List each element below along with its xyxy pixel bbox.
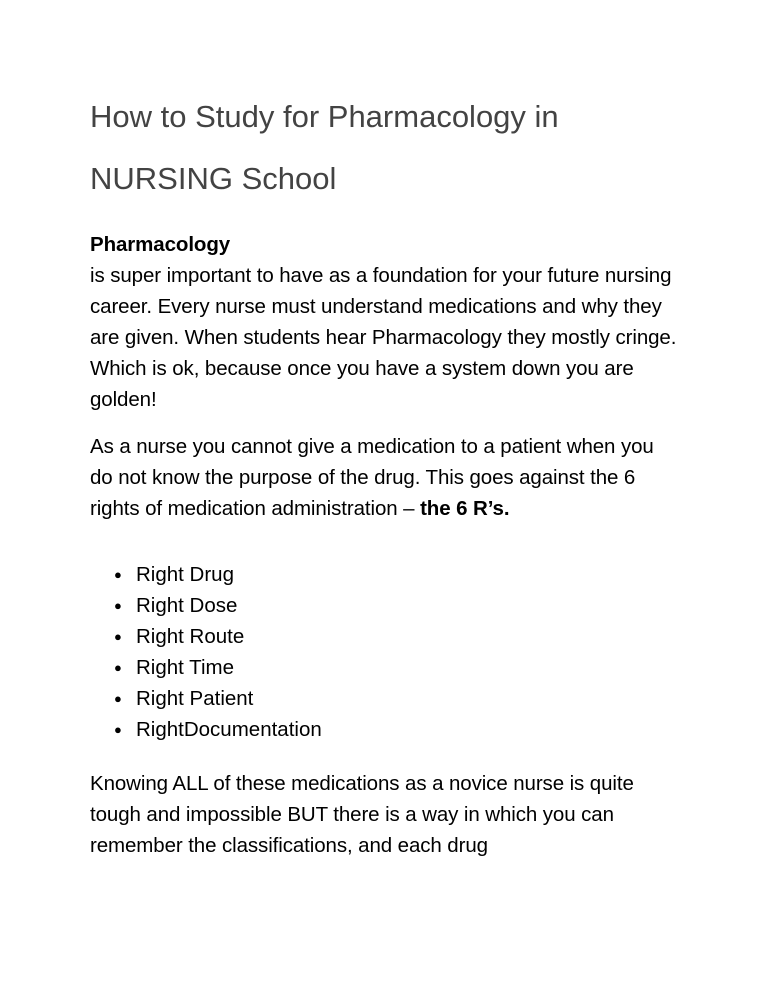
section-heading: Pharmacology (90, 233, 231, 256)
list-item (90, 621, 322, 652)
bullet-icon: ● (114, 629, 122, 644)
list-item (90, 559, 322, 590)
list-item (90, 590, 322, 621)
intro-paragraph (90, 229, 680, 415)
list-item (90, 652, 322, 683)
rights-paragraph-text: As a nurse you cannot give a medication to a patient when you do not know the purpose of the drug. This goes against the 6 rights of medication administration – (90, 435, 654, 520)
list-item-label: RightDocumentation (136, 718, 322, 741)
list-item (90, 683, 322, 714)
bullet-icon: ● (114, 598, 122, 613)
title-line-1: How to Study for Pharmacology in (90, 99, 559, 134)
bullet-icon: ● (114, 567, 122, 582)
list-item (90, 714, 322, 745)
list-item-label: Right Dose (136, 594, 238, 617)
page-title (90, 86, 690, 210)
list-item-label: Right Drug (136, 563, 234, 586)
bullet-icon: ● (114, 722, 122, 737)
intro-text: is super important to have as a foundation for your future nursing career. Every nurse must understand medications and why they are given. When students hear Pharmacology they mostly cringe. Which is ok, because once you have a system down you are golden! (90, 264, 677, 411)
title-line-2: NURSING School (90, 161, 337, 196)
rights-emphasis: the 6 R’s. (420, 497, 510, 520)
list-item-label: Right Route (136, 625, 245, 648)
bullet-icon: ● (114, 691, 122, 706)
rights-list (90, 559, 322, 745)
list-item-label: Right Time (136, 656, 234, 679)
bullet-icon: ● (114, 660, 122, 675)
list-item-label: Right Patient (136, 687, 254, 710)
rights-paragraph (90, 431, 680, 524)
closing-paragraph: Knowing ALL of these medications as a novice nurse is quite tough and impossible BUT there is a way in which you can remember the classifications, and each drug (90, 772, 634, 857)
